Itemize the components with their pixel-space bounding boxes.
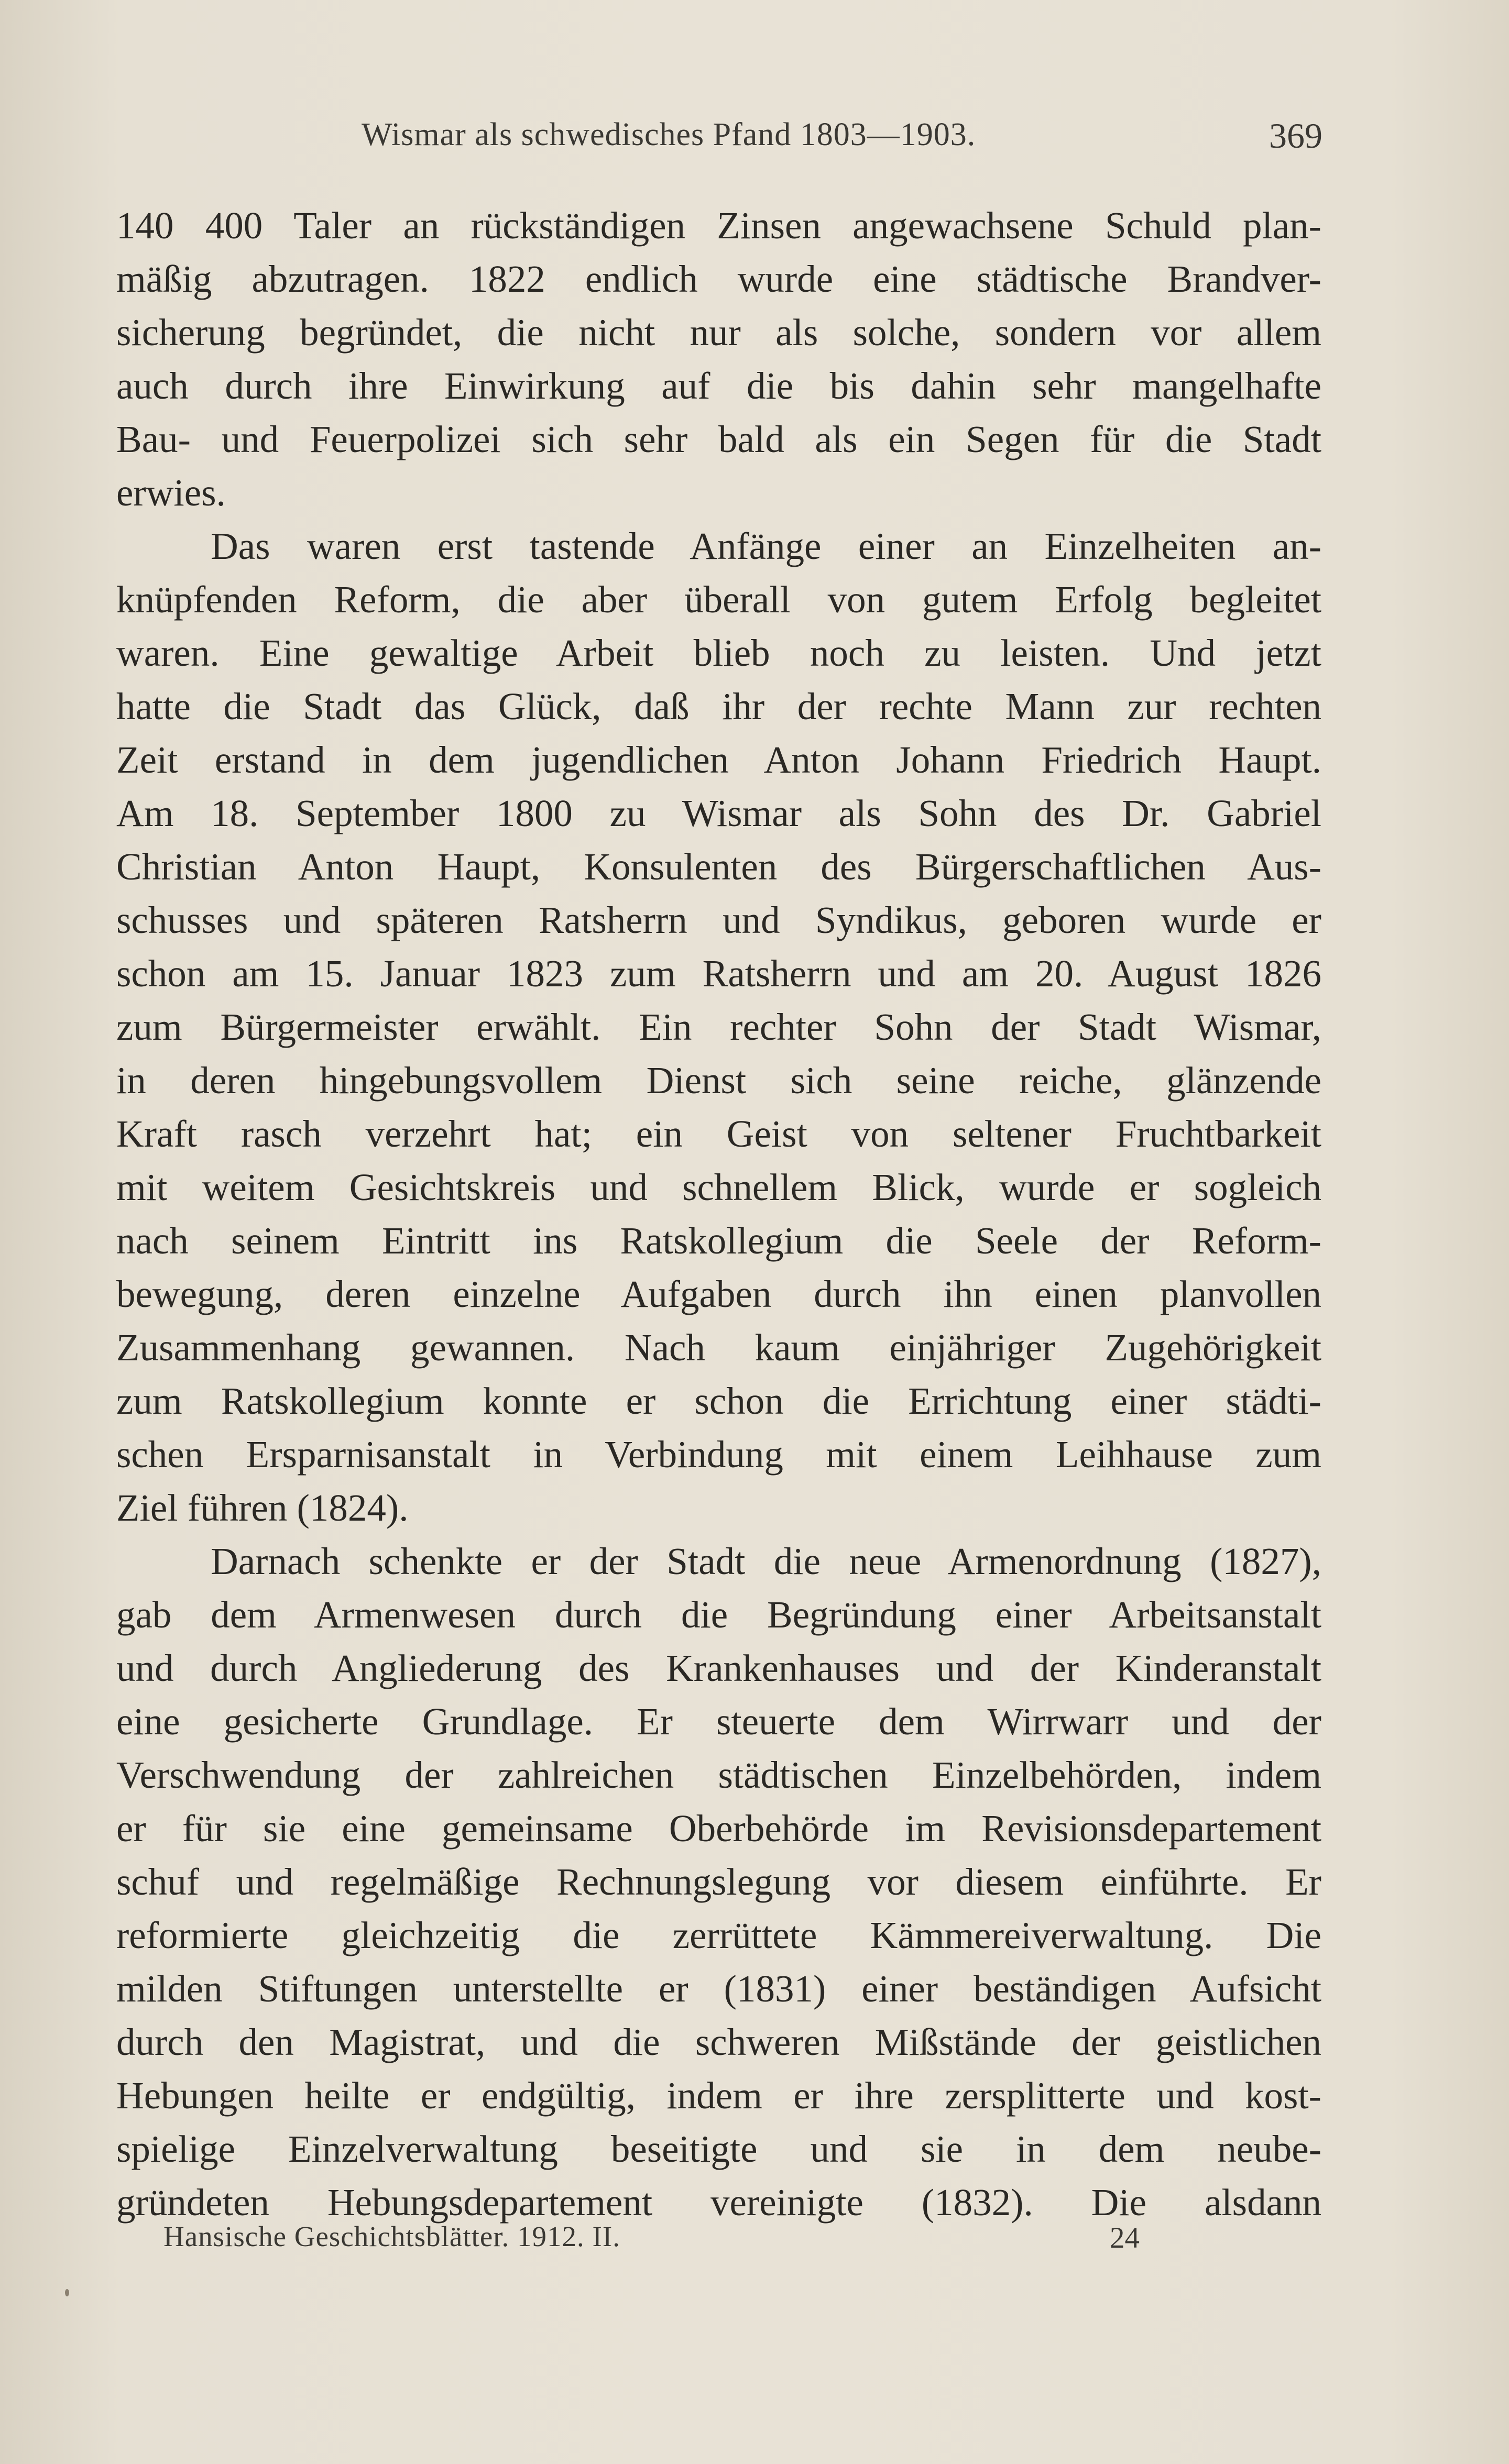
- signature-mark: 24: [1110, 2221, 1140, 2254]
- text-line: durch den Magistrat, und die schweren Mißstände der geistlichen: [116, 2021, 1321, 2063]
- text-line: gründeten Hebungsdepartement vereinigte (1832). Die alsdann: [116, 2181, 1321, 2224]
- text-line: in deren hingebungsvollem Dienst sich seine reiche, glänzende: [116, 1059, 1321, 1102]
- footer-journal: Hansische Geschichtsblätter. 1912. II.: [163, 2220, 620, 2252]
- text-line: sicherung begründet, die nicht nur als solche, sondern vor allem: [116, 311, 1321, 354]
- paragraph-3: [116, 1535, 1321, 2229]
- text-line: zum Bürgermeister erwählt. Ein rechter Sohn der Stadt Wismar,: [116, 1006, 1321, 1048]
- text-line: milden Stiftungen unterstellte er (1831) einer beständigen Aufsicht: [116, 1967, 1321, 2010]
- paragraph-2: [116, 520, 1321, 1535]
- text-line: hatte die Stadt das Glück, daß ihr der rechte Mann zur rechten: [116, 685, 1321, 728]
- text-line: er für sie eine gemeinsame Oberbehörde im Revisionsdepartement: [116, 1807, 1321, 1850]
- text-line: knüpfenden Reform, die aber überall von gutem Erfolg begleitet: [116, 578, 1321, 621]
- text-line: 140 400 Taler an rückständigen Zinsen angewachsene Schuld plan-: [116, 204, 1321, 247]
- text-line: schusses und späteren Ratsherrn und Syndikus, geboren wurde er: [116, 899, 1321, 941]
- running-head: Wismar als schwedisches Pfand 1803—1903.: [362, 117, 976, 152]
- text-line: eine gesicherte Grundlage. Er steuerte dem Wirrwarr und der: [116, 1700, 1321, 1743]
- text-line: Am 18. September 1800 zu Wismar als Sohn des Dr. Gabriel: [116, 792, 1321, 834]
- paper-speck: [65, 2289, 69, 2296]
- text-line: schen Ersparnisanstalt in Verbindung mit einem Leihhause zum: [116, 1433, 1321, 1476]
- text-line: nach seinem Eintritt ins Ratskollegium die Seele der Reform-: [116, 1219, 1321, 1262]
- text-line: Zusammenhang gewannen. Nach kaum einjähriger Zugehörigkeit: [116, 1326, 1321, 1369]
- text-line: waren. Eine gewaltige Arbeit blieb noch zu leisten. Und jetzt: [116, 632, 1321, 674]
- text-line: Bau- und Feuerpolizei sich sehr bald als ein Segen für die Stadt: [116, 418, 1321, 460]
- text-line: Christian Anton Haupt, Konsulenten des Bürgerschaftlichen Aus-: [116, 845, 1321, 888]
- text-line: spielige Einzelverwaltung beseitigte und sie in dem neube-: [116, 2128, 1321, 2170]
- text-line: mit weitem Gesichtskreis und schnellem Blick, wurde er sogleich: [116, 1166, 1321, 1208]
- text-line: Hebungen heilte er endgültig, indem er ihre zersplitterte und kost-: [116, 2074, 1321, 2117]
- text-line: Kraft rasch verzehrt hat; ein Geist von seltener Fruchtbarkeit: [116, 1113, 1321, 1155]
- text-line: Ziel führen (1824).: [116, 1487, 409, 1529]
- body-text: [116, 199, 1321, 2229]
- text-line: reformierte gleichzeitig die zerrüttete Kämmereiverwaltung. Die: [116, 1914, 1321, 1956]
- page-number: 369: [1269, 116, 1322, 156]
- text-line: bewegung, deren einzelne Aufgaben durch ihn einen planvollen: [116, 1273, 1321, 1315]
- text-line: Verschwendung der zahlreichen städtischen Einzelbehörden, indem: [116, 1754, 1321, 1796]
- text-line: schon am 15. Januar 1823 zum Ratsherrn und am 20. August 1826: [116, 952, 1321, 995]
- text-line: erwies.: [116, 471, 226, 514]
- text-line: und durch Angliederung des Krankenhauses und der Kinderanstalt: [116, 1647, 1321, 1689]
- text-line: Zeit erstand in dem jugendlichen Anton Johann Friedrich Haupt.: [116, 739, 1321, 781]
- text-line: Das waren erst tastende Anfänge einer an Einzelheiten an-: [211, 525, 1321, 567]
- text-line: auch durch ihre Einwirkung auf die bis dahin sehr mangelhafte: [116, 365, 1321, 407]
- text-line: zum Ratskollegium konnte er schon die Errichtung einer städti-: [116, 1380, 1321, 1422]
- text-line: schuf und regelmäßige Rechnungslegung vor diesem einführte. Er: [116, 1861, 1321, 1903]
- text-line: Darnach schenkte er der Stadt die neue Armenordnung (1827),: [211, 1540, 1321, 1582]
- text-line: mäßig abzutragen. 1822 endlich wurde eine städtische Brandver-: [116, 258, 1321, 300]
- text-line: gab dem Armenwesen durch die Begründung einer Arbeitsanstalt: [116, 1593, 1321, 1636]
- paragraph-1: [116, 199, 1321, 520]
